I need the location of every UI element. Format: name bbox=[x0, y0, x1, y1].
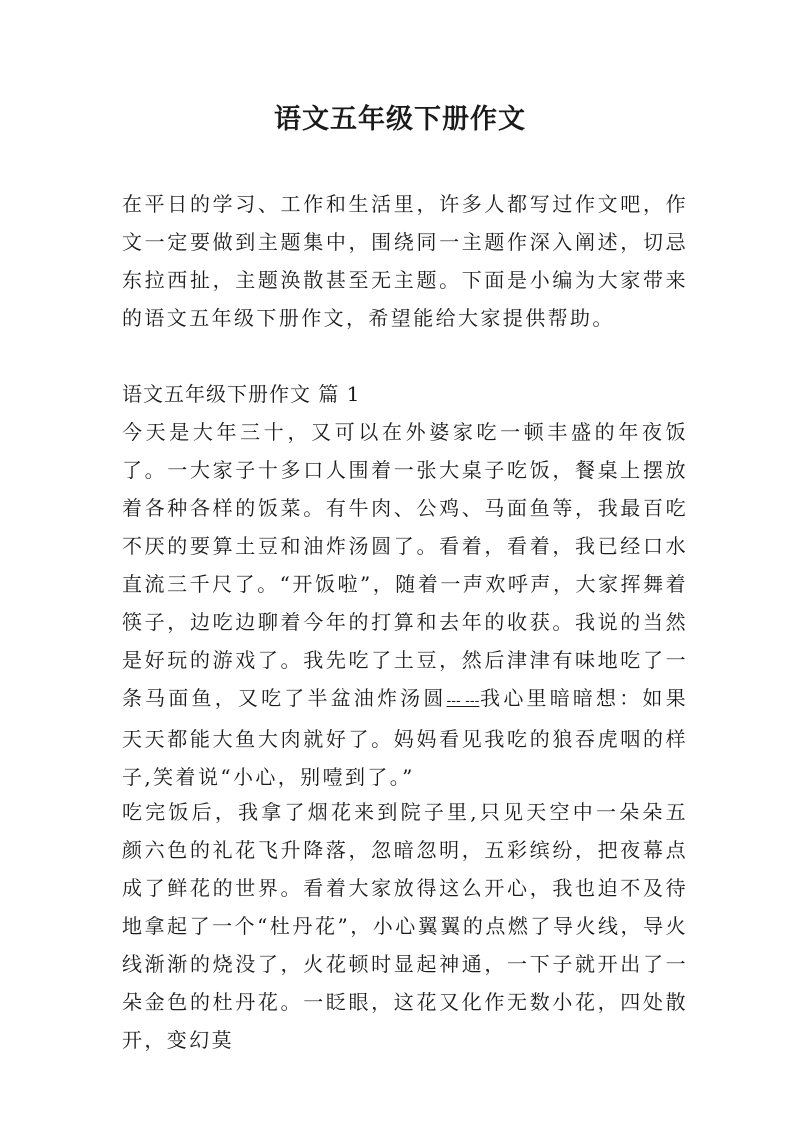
section-paragraph: 吃完饭后，我拿了烟花来到院子里,只见天空中一朵朵五颜六色的礼花飞升降落，忽暗忽明，五彩缤纷，把夜幕点成了鲜花的世界。看着大家放得这么开心，我也迫不及待地拿起了一个“杜丹花”，小心翼翼的点燃了导火线，导火线渐渐的烧没了，火花顿时显起神通，一下子就开出了一朵金色的杜丹花。一眨眼，这花又化作无数小花，四处散开，变幻莫 bbox=[122, 800, 688, 1052]
paragraph-text: 我心里暗暗想：如果天天都能大鱼大肉就好了。妈妈看见我吃的狼吞虎咽的样子,笑着说“小心，别噎到了。” bbox=[122, 686, 688, 789]
section-heading: 语文五年级下册作文 篇 1 bbox=[122, 382, 361, 406]
dash-mark: --- --- bbox=[446, 693, 480, 709]
document-title: 语文五年级下册作文 bbox=[274, 104, 526, 135]
section-paragraph bbox=[122, 413, 688, 796]
intro-paragraph: 在平日的学习、工作和生活里，许多人都写过作文吧，作文一定要做到主题集中，围绕同一主题作深入阐述，切忌东拉西扯，主题涣散甚至无主题。下面是小编为大家带来的语文五年级下册作文，希望能给大家提供帮助。 bbox=[122, 192, 688, 330]
paragraph-text: 今天是大年三十，又可以在外婆家吃一顿丰盛的年夜饭了。一大家子十多口人围着一张大桌子吃饭，餐桌上摆放着各种各样的饭菜。有牛肉、公鸡、马面鱼等，我最百吃不厌的要算土豆和油炸汤圆了。看着，看着，我已经口水直流三千尺了。“开饭啦”，随着一声欢呼声，大家挥舞着筷子，边吃边聊着今年的打算和去年的收获。我说的当然是好玩的游戏了。我先吃了土豆，然后津津有味地吃了一条马面鱼，又吃了半盆油炸汤圆 bbox=[122, 420, 688, 710]
